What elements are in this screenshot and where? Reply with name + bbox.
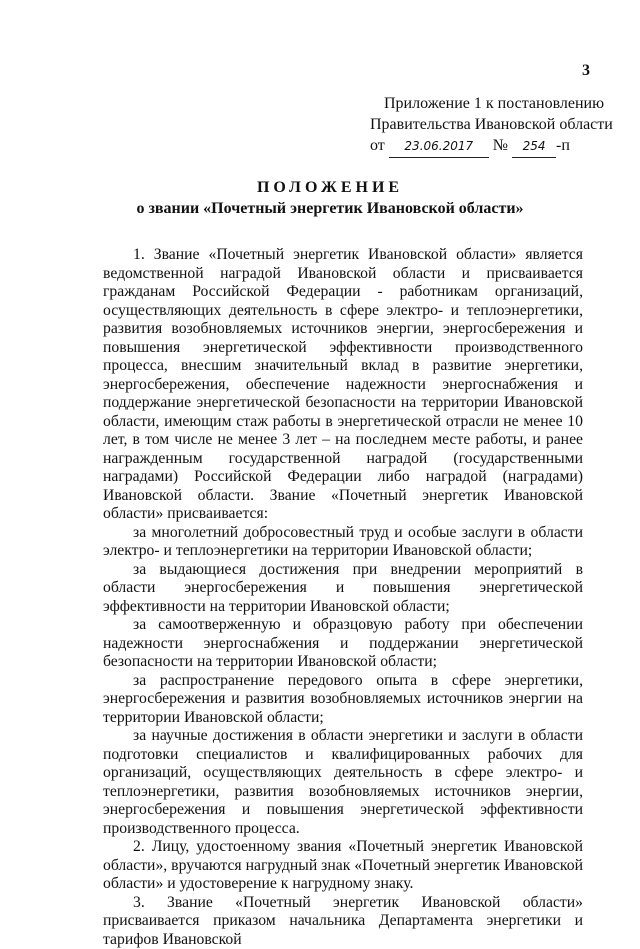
document-body bbox=[103, 246, 583, 949]
from-label: от bbox=[370, 137, 385, 154]
list-item: за научные достижения в области энергетики и заслуги в области подготовки специалистов и квалифицированных рабочих для организаций, осуществляющих деятельность в сфере электро- и теплоэнергетики, развития возобновляемых источников энергии, энергосбережения и повышения энергетической эффективности производственного процесса. bbox=[103, 727, 583, 838]
page-number: 3 bbox=[582, 62, 590, 80]
paragraph-3: 3. Звание «Почетный энергетик Ивановской области» присваивается приказом начальника Департамента энергетики и тарифов Ивановской bbox=[103, 894, 583, 949]
decree-date: 23.06.2017 bbox=[389, 136, 489, 158]
appendix-line-3 bbox=[370, 135, 610, 158]
number-label: № bbox=[493, 137, 508, 154]
appendix-header bbox=[370, 93, 610, 158]
paragraph-2: 2. Лицу, удостоенному звания «Почетный энергетик Ивановской области», вручаются нагрудный знак «Почетный энергетик Ивановской области» и удостоверение к нагрудному знаку. bbox=[103, 838, 583, 894]
appendix-line-2: Правительства Ивановской области bbox=[370, 114, 610, 135]
document-title-block bbox=[0, 177, 640, 219]
list-item: за самоотверженную и образцовую работу при обеспечении надежности энергоснабжения и поддержании энергетической безопасности на территории Ивановской области; bbox=[103, 616, 583, 672]
list-item: за многолетний добросовестный труд и особые заслуги в области электро- и теплоэнергетики на территории Ивановской области; bbox=[103, 524, 583, 561]
decree-number: 254 bbox=[512, 136, 556, 158]
number-suffix: -п bbox=[556, 137, 570, 154]
list-item: за распространение передового опыта в сфере энергетики, энергосбережения и развития возобновляемых источников энергии на территории Ивановской области; bbox=[103, 672, 583, 728]
document-subtitle: о звании «Почетный энергетик Ивановской области» bbox=[0, 198, 640, 219]
appendix-line-1: Приложение 1 к постановлению bbox=[370, 93, 610, 114]
document-title: ПОЛОЖЕНИЕ bbox=[0, 177, 640, 198]
list-item: за выдающиеся достижения при внедрении мероприятий в области энергосбережения и повышения энергетической эффективности на территории Ивановской области; bbox=[103, 561, 583, 617]
paragraph-1: 1. Звание «Почетный энергетик Ивановской области» является ведомственной наградой Ивановской области и присваивается гражданам Российской Федерации - работникам организаций, осуществляющих деятельность в сфере электро- и теплоэнергетики, развития возобновляемых источников энергии, энергосбережения и повышения энергетической эффективности производственного процесса, внесшим значительный вклад в развитие энергетики, энергосбережения, обеспечение надежности энергоснабжения и поддержание энергетической безопасности на территории Ивановской области, имеющим стаж работы в энергетической отрасли не менее 10 лет, в том числе не менее 3 лет – на последнем месте работы, и ранее награжденным государственной наградой (государственными наградами) Российской Федерации либо наградой (наградами) Ивановской области. Звание «Почетный энергетик Ивановской области» присваивается: bbox=[103, 246, 583, 524]
